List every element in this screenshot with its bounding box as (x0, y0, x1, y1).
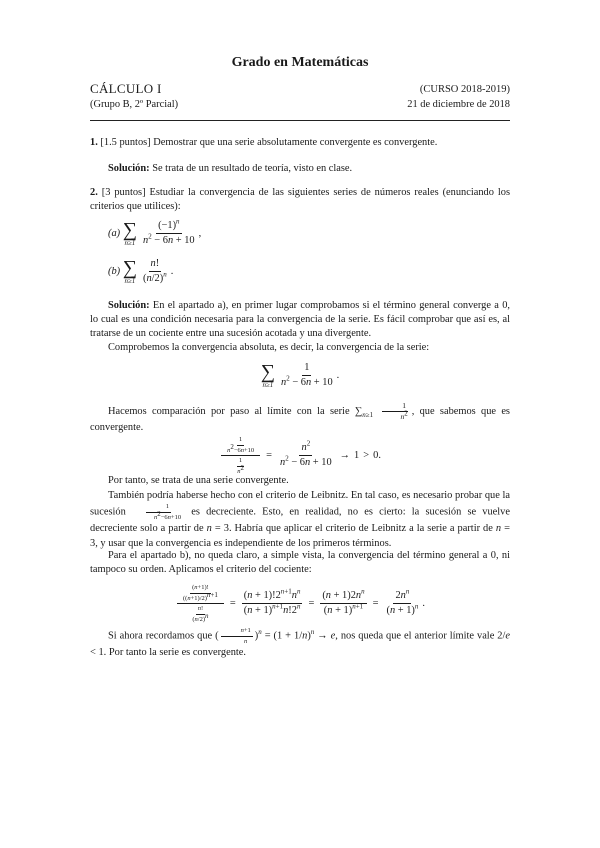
question-2: 2. [3 puntos] Estudiar la convergencia de las siguientes series de números reales (enunciando los criterios que utilices): (90, 187, 510, 212)
question-2-text: Estudiar la convergencia de las siguientes series de números reales (enunciando los criterios que utilices): (90, 187, 510, 212)
p7-text-a: Si ahora recordamos que (108, 630, 213, 642)
p5-text-a: También podría haberse hecho con el criterio de Leibnitz. En tal caso, es necesario probar que la sucesión (90, 490, 510, 518)
question-1-solution (90, 162, 510, 176)
p5-text-b: es decreciente. Esto, en realidad, no es cierto: la sucesión se vuelve decreciente solo a partir de (90, 506, 510, 535)
ratio-test: $\frac{\frac{(n+1)!}{((n+1)/2)^{n+1}}}{\frac{n!}{(n/2)^n}}$ = $\frac{(n + 1)!2^{n+1}n^n}{(n + 1)^{n+1}n!2^n}$ = $\frac{(n + 1)2n^n}{(n + 1)^{n+1}}$ = $\frac{2n^n}{(n + 1)^n}$ . (90, 584, 510, 623)
question-1-points: [1.5 puntos] (100, 137, 151, 148)
solution-paragraph-5: También podría haberse hecho con el criterio de Leibnitz. En tal caso, es necesario probar que la sucesión $\frac{1}{n^2-6n+10}$ es decreciente. Esto, en realidad, no es cierto: la sucesión se vuelve decreciente solo a partir de n = 3. Habría que aplicar el criterio de Leibnitz a la serie a partir de n = 3, y usar que la convergencia es independiente de los primeros términos. (90, 490, 510, 550)
series-abs: ∑ n≥1 $\frac{1}{n^2 - 6n + 10}$ . (260, 360, 340, 389)
item-a-label: (a) (108, 227, 121, 239)
p7-text-b: , nos queda que el anterior límite vale (335, 630, 495, 642)
academic-year: (CURSO 2018-2019) (419, 84, 510, 95)
solution-paragraph-4: Por tanto, se trata de una serie convergente. (108, 475, 289, 486)
exam-date: 21 de diciembre de 2018 (407, 99, 510, 110)
solution-paragraph-7: Si ahora recordamos que ( $\frac{n+1}{n}$ )$^n = (1 + 1/n)^n \to e$, nos queda que el anterior límite vale 2/e < 1. Por tanto la serie es convergente. (90, 627, 510, 658)
solution-paragraph-2: Comprobemos la convergencia absoluta, es decir, la convergencia de la serie: (108, 342, 430, 353)
p7-text-c: . Por tanto la serie es convergente. (103, 647, 246, 658)
solution-paragraph-6: Para el apartado b), no queda claro, a simple vista, la convergencia del término general a 0, ni tampoco su orden. Aplicamos el criterio del cociente: (90, 550, 510, 575)
solution-text: Se trata de un resultado de teoría, visto en clase. (152, 163, 353, 174)
limit-comparison: $\frac{\frac{1}{n^2-6n+10}}{\frac{1}{n^2}}$ = $\frac{n^2}{n^2 - 6n + 10}$ → 1 > 0. (90, 436, 510, 475)
item-b-label: (b) (108, 265, 121, 277)
p3-text-b: , que sabemos que es convergente. (90, 405, 510, 433)
course-name: CÁLCULO I (90, 81, 162, 96)
p5-text-c: . Habría que aplicar el criterio de Leibnitz a la serie a partir de (228, 523, 493, 535)
question-2-number: 2 (90, 187, 96, 198)
p5-text-d: , y usar que la convergencia es independiente de los primeros términos. (95, 538, 392, 550)
question-1-text: Demostrar que una serie absolutamente convergente es convergente. (153, 137, 438, 148)
page-title: Grado en Matemáticas (231, 55, 369, 70)
question-2-points: [3 puntos] (101, 187, 146, 198)
solution-paragraph-1: En el apartado a), en primer lugar comprobamos si el término general converge a 0, lo cual es una condición necesaria para la convergencia de la serie. Es fácil comprobar que así es, al tratarse de un cociente entre una sucesión acotada y una divergente. (90, 300, 510, 339)
question-2-solution-p1 (90, 299, 510, 341)
series-b: (b) ∑ n≥1 $\frac{n!}{(n/2)^n}$ . (108, 256, 174, 285)
question-1-number: 1 (90, 137, 96, 148)
solution-label: Solución: (108, 163, 150, 174)
group-info: (Grupo B, 2º Parcial) (90, 99, 179, 110)
solution-paragraph-3: Hacemos comparación por paso al límite con la serie $\sum_{n\ge 1}$ $\frac{1}{n^2}$ , que sabemos que es convergente. (90, 401, 510, 433)
solution-label: Solución: (108, 300, 150, 311)
question-1: 1. [1.5 puntos] Demostrar que una serie absolutamente convergente es convergente. (90, 137, 438, 148)
header-divider (90, 120, 510, 121)
p3-text-a: Hacemos comparación por paso al límite con la serie (108, 405, 350, 417)
series-a: (a) ∑ n≥1 $\frac{(-1)^n}{n^2 - 6n + 10}$ , (108, 217, 202, 247)
